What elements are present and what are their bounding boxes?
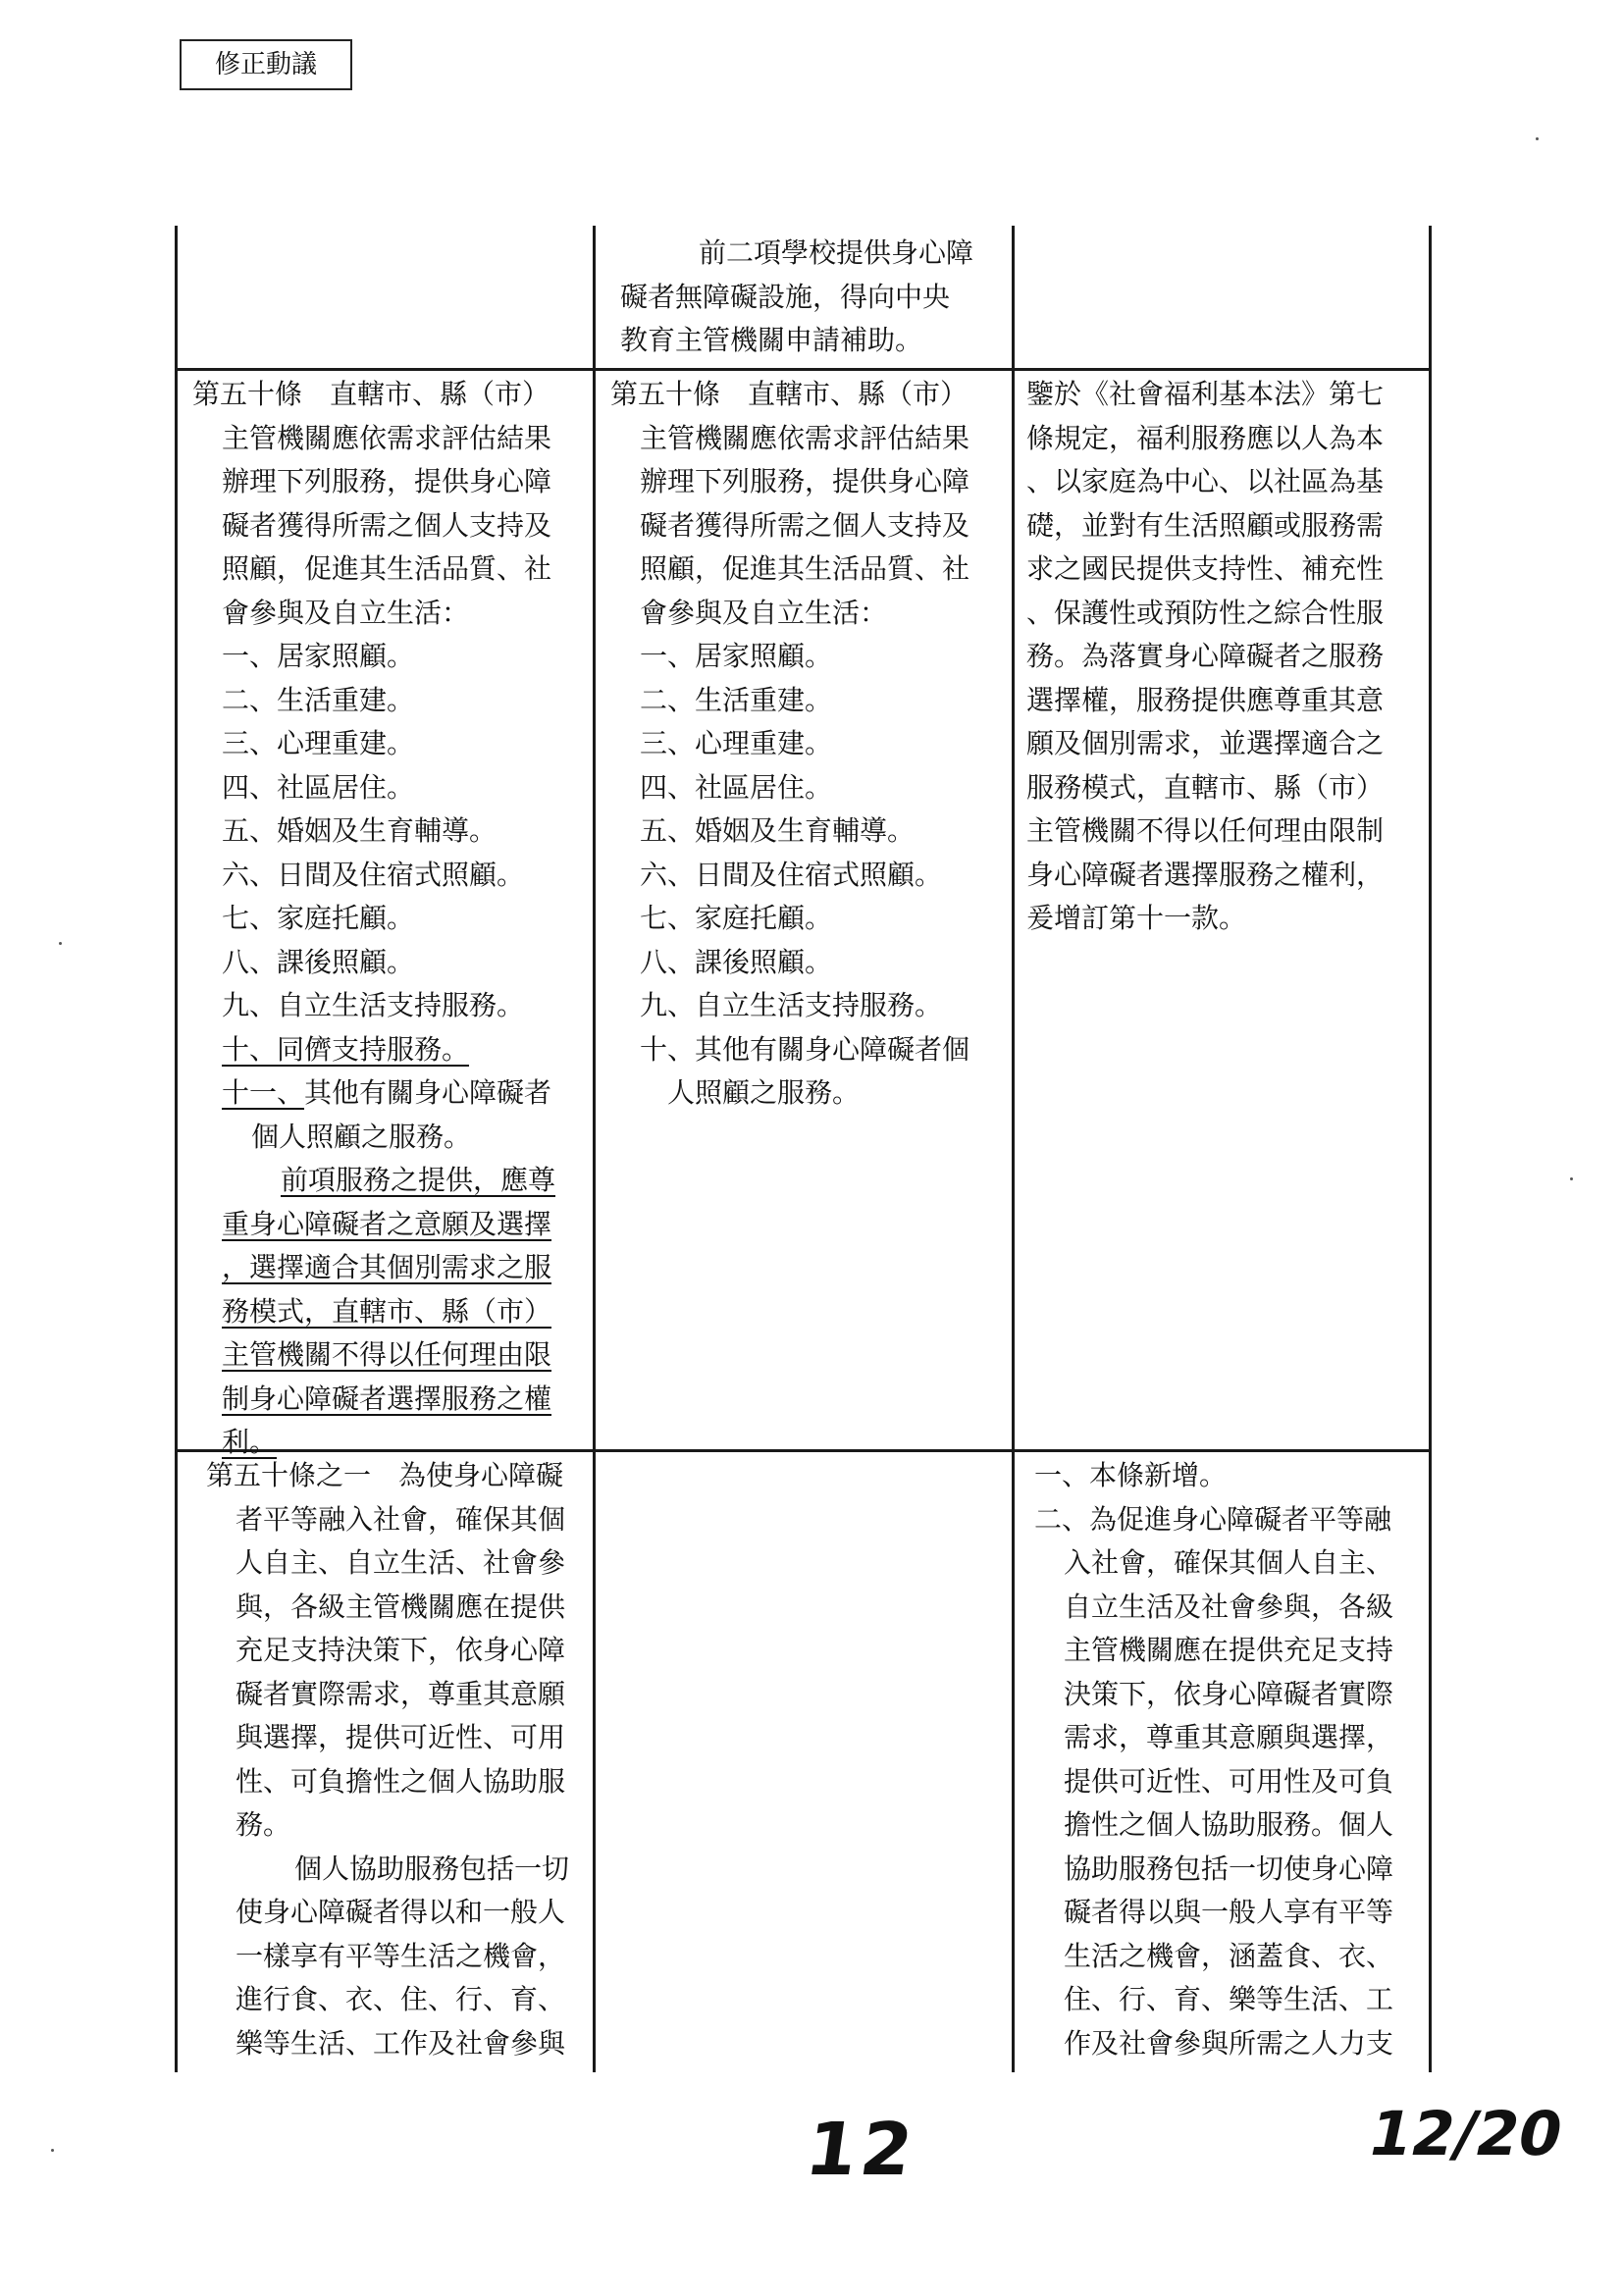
table-border-left: [175, 226, 178, 2072]
text-line: 會參與及自立生活：: [222, 596, 470, 629]
text-line: 礙者實際需求，尊重其意願: [236, 1677, 566, 1710]
list-item: 八、課後照顧。: [640, 945, 833, 978]
added-text: 制身心障礙者選擇服務之權: [222, 1382, 552, 1415]
added-text: 利。: [222, 1426, 278, 1458]
text-line: 條規定，福利服務應以人為本: [1026, 421, 1385, 454]
text-line: 辦理下列服務，提供身心障: [640, 465, 970, 497]
list-item: 九、自立生活支持服務。: [640, 989, 943, 1021]
list-item: 六、日間及住宿式照顧。: [222, 858, 525, 891]
row-separator-1: [175, 368, 1432, 371]
handwritten-page-fraction: 12/20: [1362, 2098, 1569, 2169]
text-span: 其他有關身心障礙者: [304, 1076, 552, 1109]
list-item: 七、家庭托顧。: [222, 902, 415, 934]
text-line: 決策下，依身心障礙者實際: [1064, 1677, 1394, 1710]
text-line: 礙者獲得所需之個人支持及: [640, 508, 970, 542]
row1-amended-text: [192, 373, 585, 1465]
text-line: 礎，並對有生活照顧或服務需: [1026, 508, 1385, 542]
list-item: 七、家庭托顧。: [640, 902, 833, 934]
text-line: 人照顧之服務。: [667, 1076, 861, 1109]
added-paragraph-line: [192, 1203, 585, 1247]
list-item: 一、居家照顧。: [640, 640, 833, 672]
list-item: 二、生活重建。: [222, 683, 415, 716]
text-line: 自立生活及社會參與，各級: [1064, 1590, 1394, 1623]
text-line: 主管機關應在提供充足支持: [1064, 1634, 1394, 1666]
text-line: 鑒於《社會福利基本法》第七: [1026, 378, 1385, 410]
article-heading: 第五十條之一 為使身心障礙: [206, 1459, 564, 1491]
added-text: 主管機關不得以任何理由限: [222, 1338, 552, 1371]
added-text: ，選擇適合其個別需求之服: [222, 1251, 552, 1283]
text-line: 務。: [236, 1808, 291, 1841]
text-line: 需求，尊重其意願與選擇，: [1064, 1721, 1394, 1753]
text-line: 住、行、育、樂等生活、工: [1064, 1983, 1394, 2015]
text-line: 照顧，促進其生活品質、社: [640, 552, 970, 585]
text-line: 教育主管機關申請補助。: [620, 324, 923, 356]
added-paragraph-line: [192, 1290, 585, 1334]
row2-explanation: [1034, 1454, 1427, 2065]
article-heading: 第五十條 直轄市、縣（市）: [610, 378, 969, 410]
text-line: 個人協助服務包括一切: [294, 1852, 570, 1885]
text-line: 與，各級主管機關應在提供: [236, 1590, 566, 1623]
text-line: 礙者得以與一般人享有平等: [1064, 1896, 1394, 1928]
text-line: 會參與及自立生活：: [640, 596, 888, 629]
text-line: 、保護性或預防性之綜合性服: [1026, 596, 1385, 629]
list-item: 五、婚姻及生育輔導。: [640, 814, 916, 847]
text-line: 作及社會參與所需之人力支: [1064, 2026, 1394, 2060]
text-line: 入社會，確保其個人自主、: [1064, 1546, 1394, 1579]
list-item: 十、其他有關身心障礙者個: [640, 1032, 970, 1066]
text-line: 辦理下列服務，提供身心障: [222, 465, 552, 497]
added-paragraph-line: [192, 1159, 585, 1203]
scan-speck: [51, 2149, 54, 2152]
text-line: 選擇權，服務提供應尊重其意: [1026, 683, 1385, 716]
added-paragraph-line: [192, 1333, 585, 1378]
article-heading: 第五十條 直轄市、縣（市）: [192, 378, 550, 410]
row1-current-text: [610, 373, 1003, 1116]
added-text: 務模式，直轄市、縣（市）: [222, 1294, 552, 1328]
table-divider-2: [1012, 226, 1015, 2072]
list-item: 二、為促進身心障礙者平等融: [1034, 1502, 1392, 1536]
text-line: 充足支持決策下，依身心障: [236, 1634, 566, 1666]
motion-tag: 修正動議: [180, 39, 352, 90]
handwritten-page-number: 12: [800, 2108, 922, 2192]
added-number: 十一、: [222, 1076, 305, 1109]
text-line: 樂等生活、工作及社會參與: [236, 2026, 566, 2060]
text-line: 性、可負擔性之個人協助服: [236, 1764, 566, 1798]
text-line: 務。為落實身心障礙者之服務: [1026, 640, 1385, 672]
text-line: 爰增訂第十一款。: [1026, 902, 1247, 934]
text-line: 擔性之個人協助服務。個人: [1064, 1808, 1394, 1841]
text-line: 者平等融入社會，確保其個: [236, 1502, 566, 1536]
text-line: 協助服務包括一切使身心障: [1064, 1852, 1394, 1885]
text-line: 一樣享有平等生活之機會，: [236, 1939, 566, 1972]
list-item: 四、社區居住。: [222, 770, 415, 804]
list-item: 二、生活重建。: [640, 683, 833, 716]
row2-amended-text: [206, 1454, 589, 2065]
scan-speck: [59, 942, 62, 945]
scan-speck: [1570, 1177, 1573, 1180]
text-line: 礙者獲得所需之個人支持及: [222, 508, 552, 542]
added-text: 前項服務之提供，應尊: [281, 1164, 556, 1196]
table-divider-1: [593, 226, 596, 2072]
text-line: 進行食、衣、住、行、育、: [236, 1983, 566, 2015]
added-text: 十、同儕支持服務。: [222, 1032, 470, 1066]
list-item: 八、課後照顧。: [222, 945, 415, 978]
text-line: 照顧，促進其生活品質、社: [222, 552, 552, 585]
list-item: 九、自立生活支持服務。: [222, 989, 525, 1021]
list-item: 四、社區居住。: [640, 770, 833, 804]
list-item: 一、本條新增。: [1034, 1459, 1228, 1491]
text-line: 前二項學校提供身心障: [699, 236, 974, 269]
text-line: 身心障礙者選擇服務之權利，: [1026, 858, 1385, 891]
list-item-added: [192, 1028, 585, 1072]
list-item: 三、心理重建。: [640, 727, 833, 759]
text-line: 與選擇，提供可近性、可用: [236, 1721, 566, 1753]
text-line: 礙者無障礙設施，得向中央: [620, 280, 951, 313]
added-paragraph-line: [192, 1378, 585, 1422]
text-line: 主管機關應依需求評估結果: [222, 421, 552, 454]
text-line: 主管機關不得以任何理由限制: [1026, 814, 1385, 847]
text-line: 求之國民提供支持性、補充性: [1026, 552, 1385, 585]
added-paragraph-line: [192, 1246, 585, 1290]
text-line: 人自主、自立生活、社會參: [236, 1546, 566, 1579]
row1-explanation: [1026, 373, 1419, 941]
text-line: 使身心障礙者得以和一般人: [236, 1896, 566, 1928]
text-line: 願及個別需求，並選擇適合之: [1026, 727, 1385, 759]
scan-speck: [1536, 137, 1539, 140]
text-line: 服務模式，直轄市、縣（市）: [1026, 770, 1385, 804]
list-item: 五、婚姻及生育輔導。: [222, 814, 497, 847]
text-line: 個人照顧之服務。: [251, 1120, 472, 1153]
list-item: 一、居家照顧。: [222, 640, 415, 672]
list-item-added: [192, 1071, 585, 1116]
list-item: 六、日間及住宿式照顧。: [640, 858, 943, 891]
table-border-right: [1429, 226, 1432, 2072]
text-line: 、以家庭為中心、以社區為基: [1026, 465, 1385, 497]
row0-current-text: [610, 232, 1003, 363]
added-text: 重身心障礙者之意願及選擇: [222, 1207, 552, 1240]
text-line: 主管機關應依需求評估結果: [640, 421, 970, 454]
list-item: 三、心理重建。: [222, 727, 415, 759]
text-line: 生活之機會，涵蓋食、衣、: [1064, 1939, 1394, 1972]
text-line: 提供可近性、可用性及可負: [1064, 1764, 1394, 1798]
